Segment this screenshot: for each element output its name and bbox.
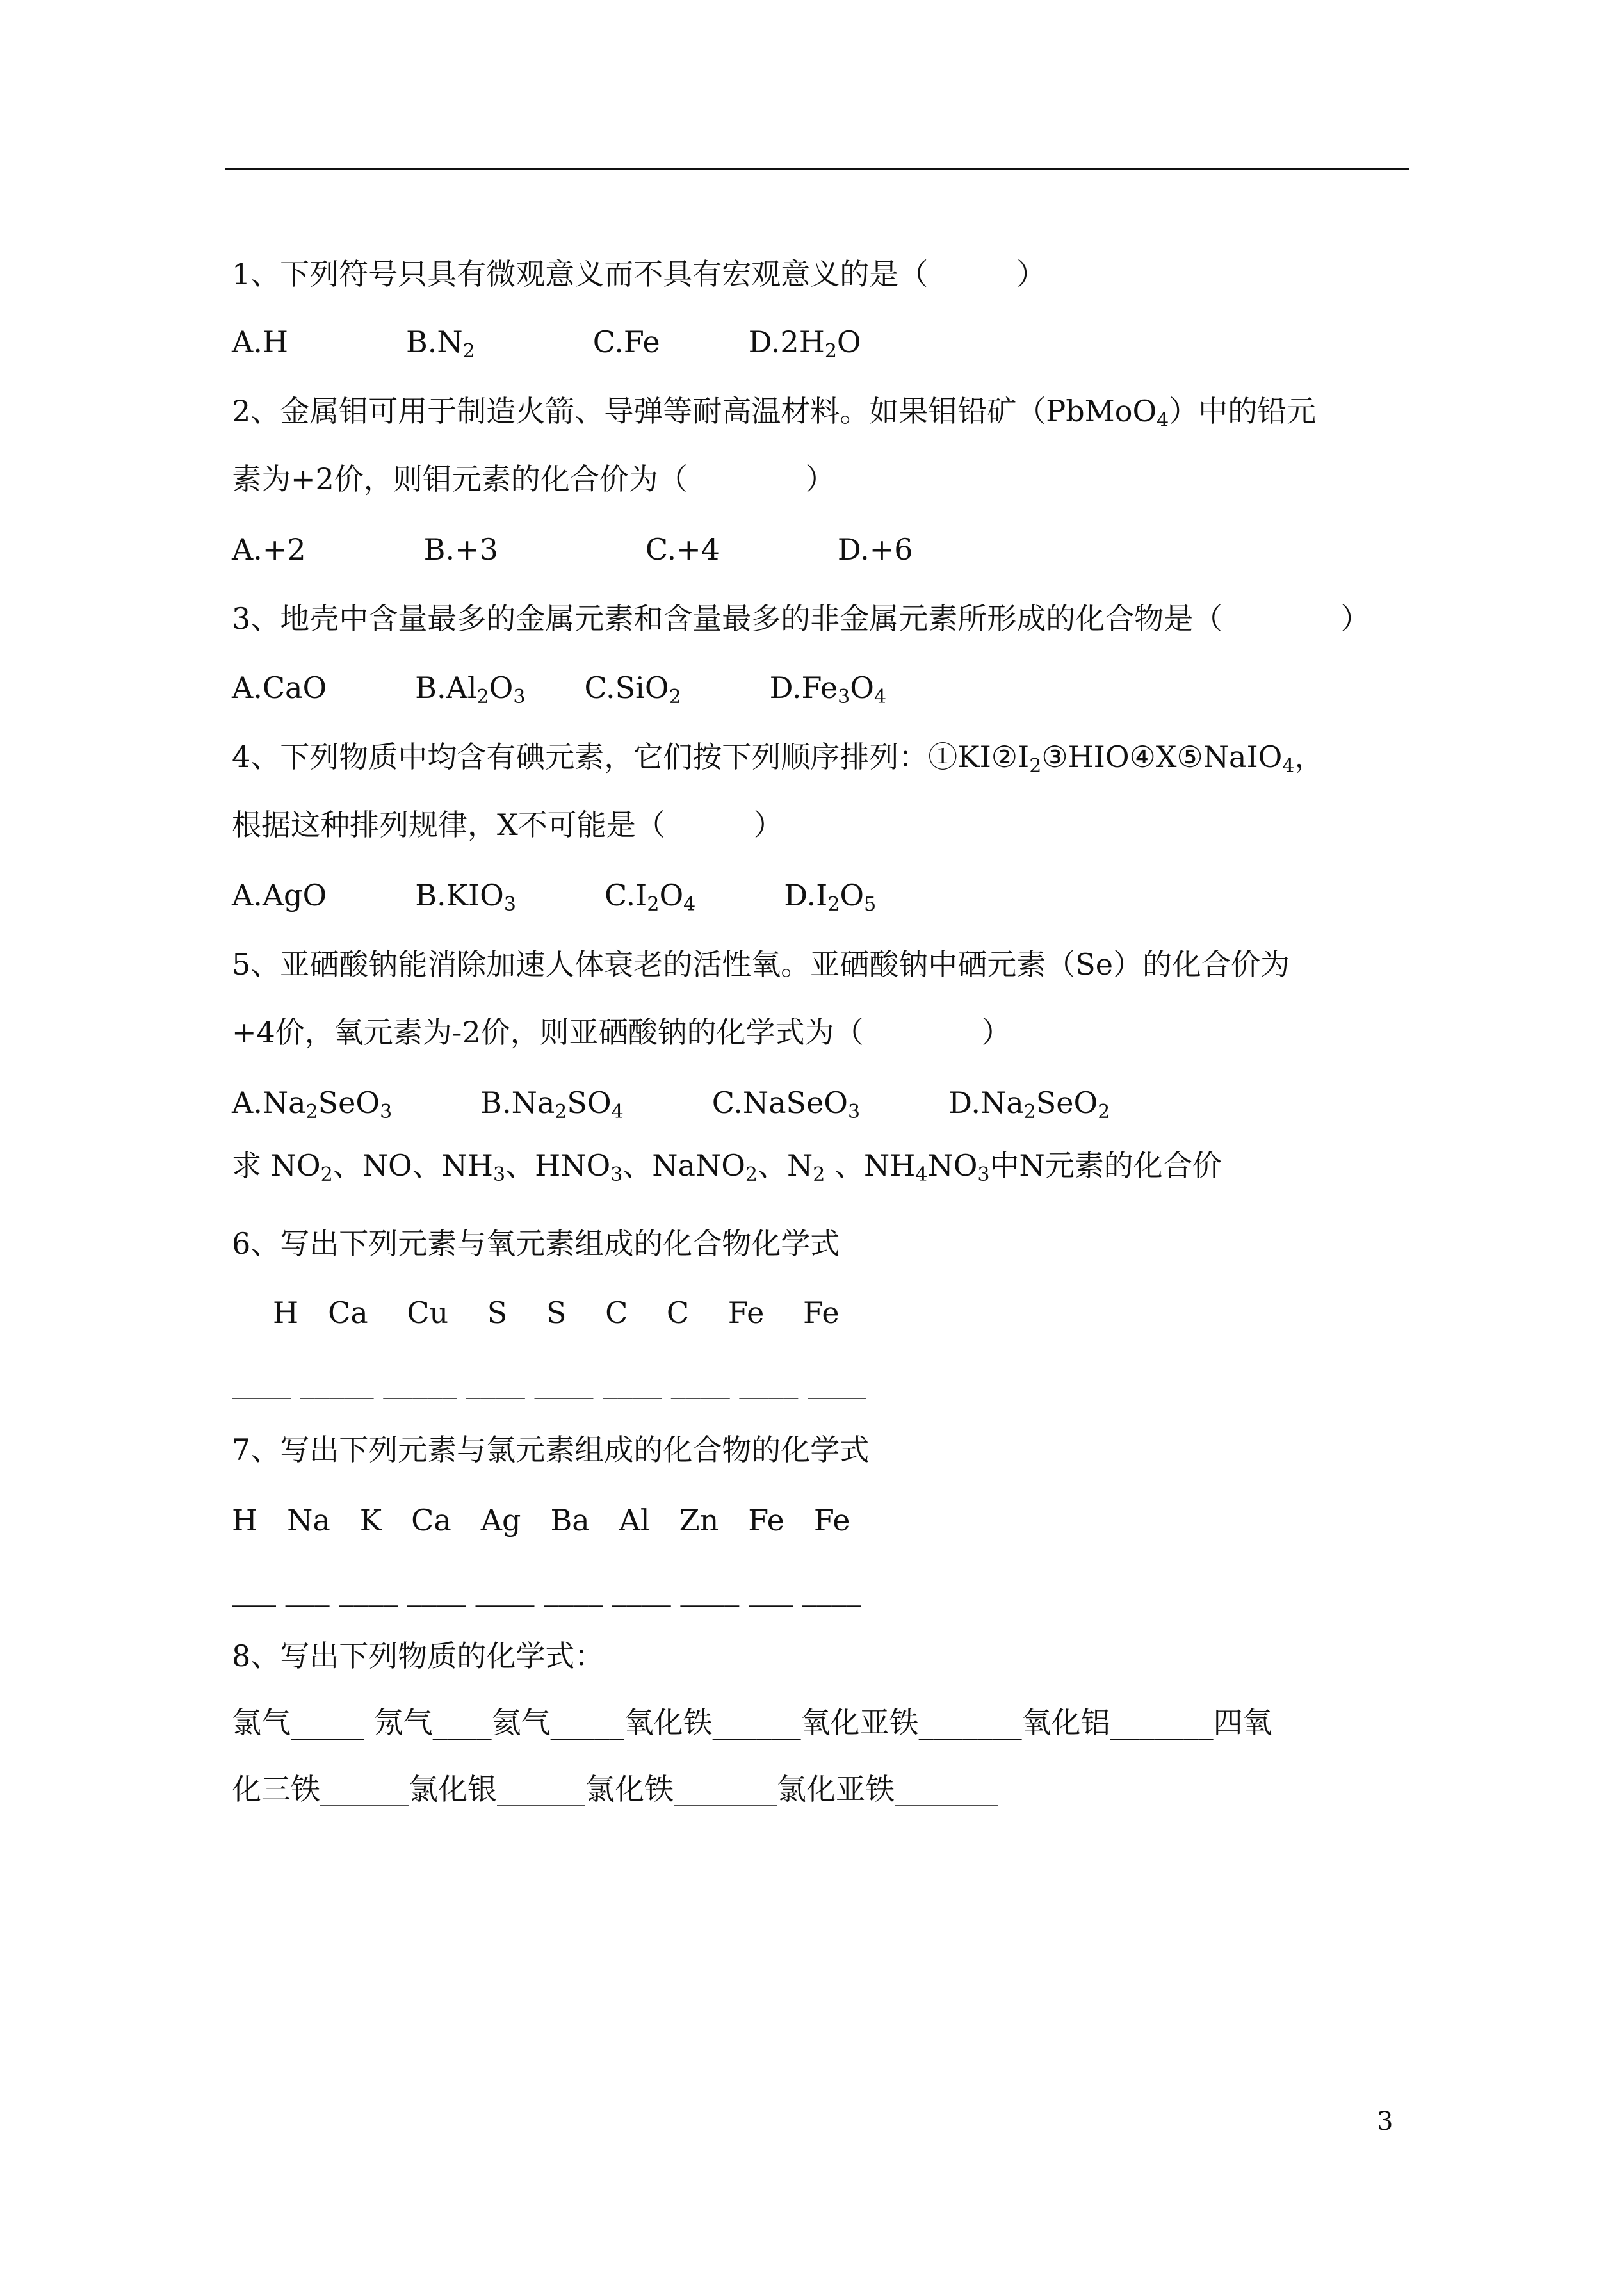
q1-options: A.H $B.N_2$ C.Fe $D.2H_2O$ bbox=[232, 325, 861, 362]
q8-line2[interactable]: 化三铁______氯化银______氯化铁_______氯化亚铁_______ bbox=[232, 1772, 998, 1806]
header-rule bbox=[225, 168, 1409, 170]
q8-stem: 8、写出下列物质的化学式： bbox=[232, 1639, 605, 1673]
q2-options: A.+2 B.+3 C.+4 D.+6 bbox=[232, 532, 913, 567]
q7-answer-blanks[interactable]: ___ ___ ____ ____ ____ ____ ____ ____ ___ ____ bbox=[232, 1572, 861, 1607]
q4-stem-line1: 4、下列物质中均含有碘元素，它们按下列顺序排列：$①KI②I_2③HIO④X⑤NaIO_4$， bbox=[232, 740, 1324, 777]
q2-stem-line2: 素为+2价，则钼元素的化合价为（ ） bbox=[232, 462, 835, 496]
q5-stem-line1: 5、亚硒酸钠能消除加速人体衰老的活性氧。亚硒酸钠中硒元素（Se）的化合价为 bbox=[232, 947, 1290, 982]
page-number: 3 bbox=[1377, 2107, 1393, 2136]
q6-stem: 6、写出下列元素与氧元素组成的化合物化学式 bbox=[232, 1226, 840, 1261]
q5-stem-line2: +4价，氧元素为-2价，则亚硒酸钠的化学式为（ ） bbox=[232, 1015, 1011, 1050]
q7-stem: 7、写出下列元素与氯元素组成的化合物的化学式 bbox=[232, 1432, 870, 1467]
q3-options: A.CaO $B.Al_2O_3$ C.SiO$_2$ $D.Fe_3O_4$ bbox=[232, 670, 887, 708]
q8-line1[interactable]: 氯气_____ 氖气____氦气_____氧化铁______氧化亚铁_______氧化铝_______四氧 bbox=[232, 1705, 1272, 1740]
q1-stem: 1、下列符号只具有微观意义而不具有宏观意义的是（ ） bbox=[232, 257, 1046, 291]
q6-answer-blanks[interactable]: ____ _____ _____ ____ ____ ____ ____ ____ ____ bbox=[232, 1365, 866, 1399]
q4-options: A.AgO $B.KIO_3$ $C.I_2O_4$ $D.I_2O_5$ bbox=[232, 878, 877, 916]
q2-stem-line1: 2、金属钼可用于制造火箭、导弹等耐高温材料。如果钼铅矿（PbMoO$_4$）中的铅元 bbox=[232, 394, 1317, 432]
q5-options: $A.Na_2SeO_3$ $B.Na_2SO_4$ C.NaSeO$_3$ $D.Na_2SeO_2$ bbox=[232, 1085, 1110, 1123]
q6-elements: H Ca Cu S S C C Fe Fe bbox=[273, 1295, 840, 1330]
nitrogen-valence-question: 求 $NO_2$、NO、$NH_3$、$HNO_3$、NaNO$_2$、$N_2$ 、$NH_4NO_3$中N元素的化合价 bbox=[232, 1148, 1222, 1186]
q7-elements: H Na K Ca Ag Ba Al Zn Fe Fe bbox=[232, 1503, 850, 1537]
q3-stem: 3、地壳中含量最多的金属元素和含量最多的非金属元素所形成的化合物是（ ） bbox=[232, 601, 1370, 636]
q4-stem-line2: 根据这种排列规律，X不可能是（ ） bbox=[232, 807, 783, 842]
